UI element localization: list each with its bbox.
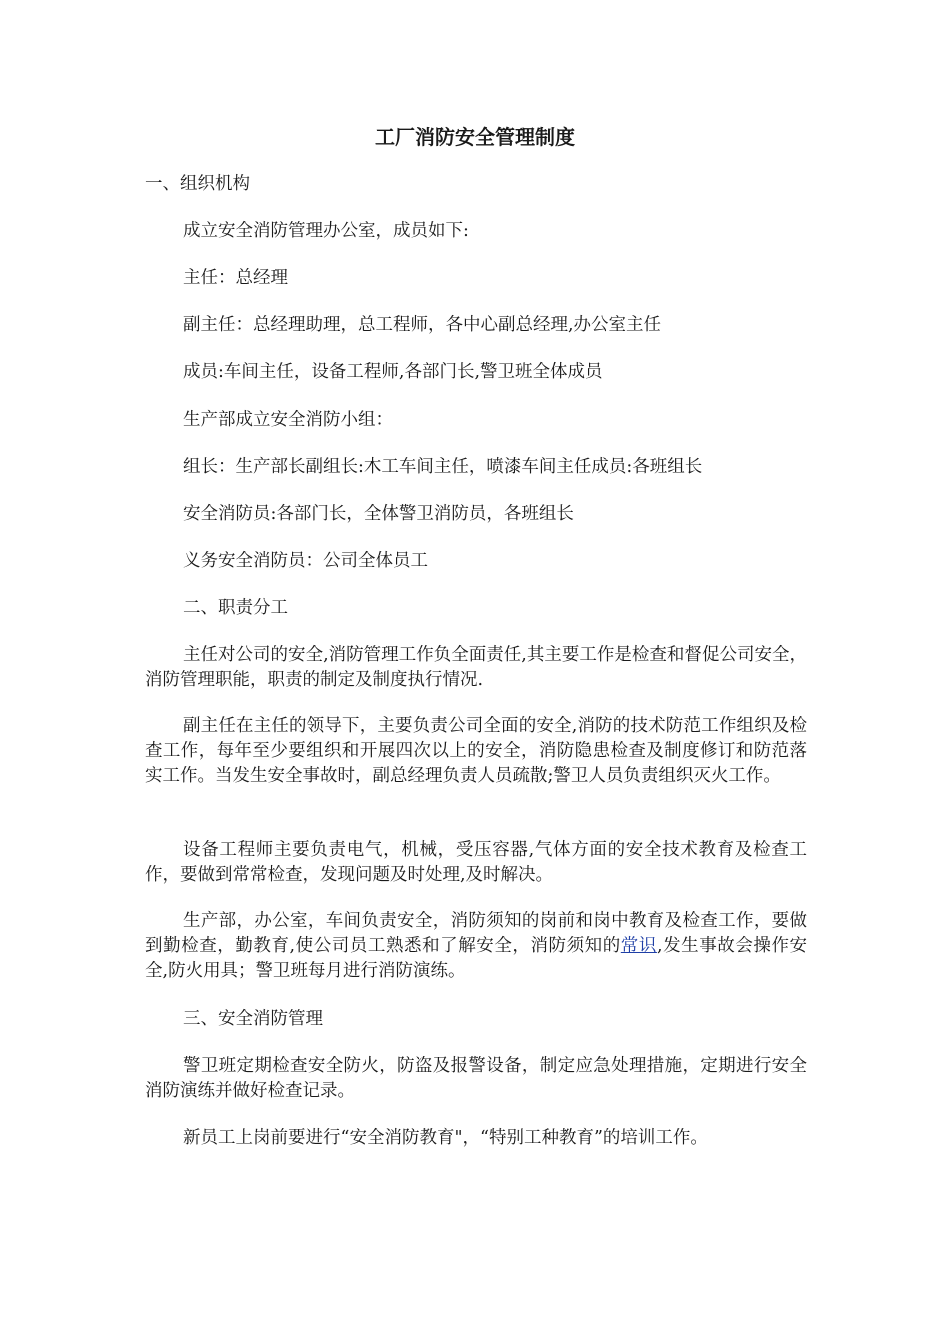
office-intro-line: 成立安全消防管理办公室，成员如下: [183, 221, 469, 241]
document-title: 工厂消防安全管理制度 [375, 125, 575, 149]
common-knowledge-link[interactable]: 常识 [620, 936, 657, 956]
duty-paragraph-director: 主任对公司的安全,消防管理工作负全面责任,其主要工作是检查和督促公司安全，消防管理职能，职责的制定及制度执行情况. [145, 645, 807, 690]
group-leaders-line: 组长：生产部长副组长:木工车间主任，喷漆车间主任成员:各班组长 [183, 457, 703, 477]
section-heading-organization: 一、组织机构 [145, 174, 250, 194]
management-paragraph-guard: 警卫班定期检查安全防火，防盗及报警设备，制定应急处理措施，定期进行安全消防演练并做好检查记录。 [145, 1056, 807, 1101]
duty-production-text-before: 生产部，办公室，车间负责安全，消防须知的岗前和岗中教育及检查工作，要做到勤检查，勤教育,使公司员工熟悉和了解安全，消防须知的 [145, 911, 807, 956]
deputy-director-line: 副主任：总经理助理，总工程师，各中心副总经理,办公室主任 [183, 315, 662, 335]
duty-paragraph-engineer: 设备工程师主要负责电气，机械，受压容器,气体方面的安全技术教育及检查工作，要做到常常检查，发现问题及时处理,及时解决。 [145, 840, 807, 885]
section-heading-duties: 二、职责分工 [183, 598, 288, 618]
members-line: 成员:车间主任，设备工程师,各部门长,警卫班全体成员 [183, 362, 603, 382]
duty-production-text-after: ,发生事故会操作安全,防火用具；警卫班每月进行消防演练。 [145, 936, 808, 981]
volunteer-officers-line: 义务安全消防员：公司全体员工 [183, 551, 428, 571]
duty-paragraph-deputy: 副主任在主任的领导下，主要负责公司全面的安全,消防的技术防范工作组织及检查工作，每年至少要组织和开展四次以上的安全，消防隐患检查及制度修订和防范落实工作。当发生安全事故时，副总经理负责人员疏散;警卫人员负责组织灭火工作。 [145, 716, 807, 786]
director-line: 主任：总经理 [183, 268, 288, 288]
duty-paragraph-production [145, 909, 807, 984]
safety-officers-line: 安全消防员:各部门长，全体警卫消防员，各班组长 [183, 504, 574, 524]
production-group-intro-line: 生产部成立安全消防小组： [183, 410, 393, 430]
section-heading-management: 三、安全消防管理 [183, 1009, 323, 1029]
management-paragraph-new-staff: 新员工上岗前要进行“安全消防教育"，“特别工种教育”的培训工作。 [183, 1128, 708, 1148]
